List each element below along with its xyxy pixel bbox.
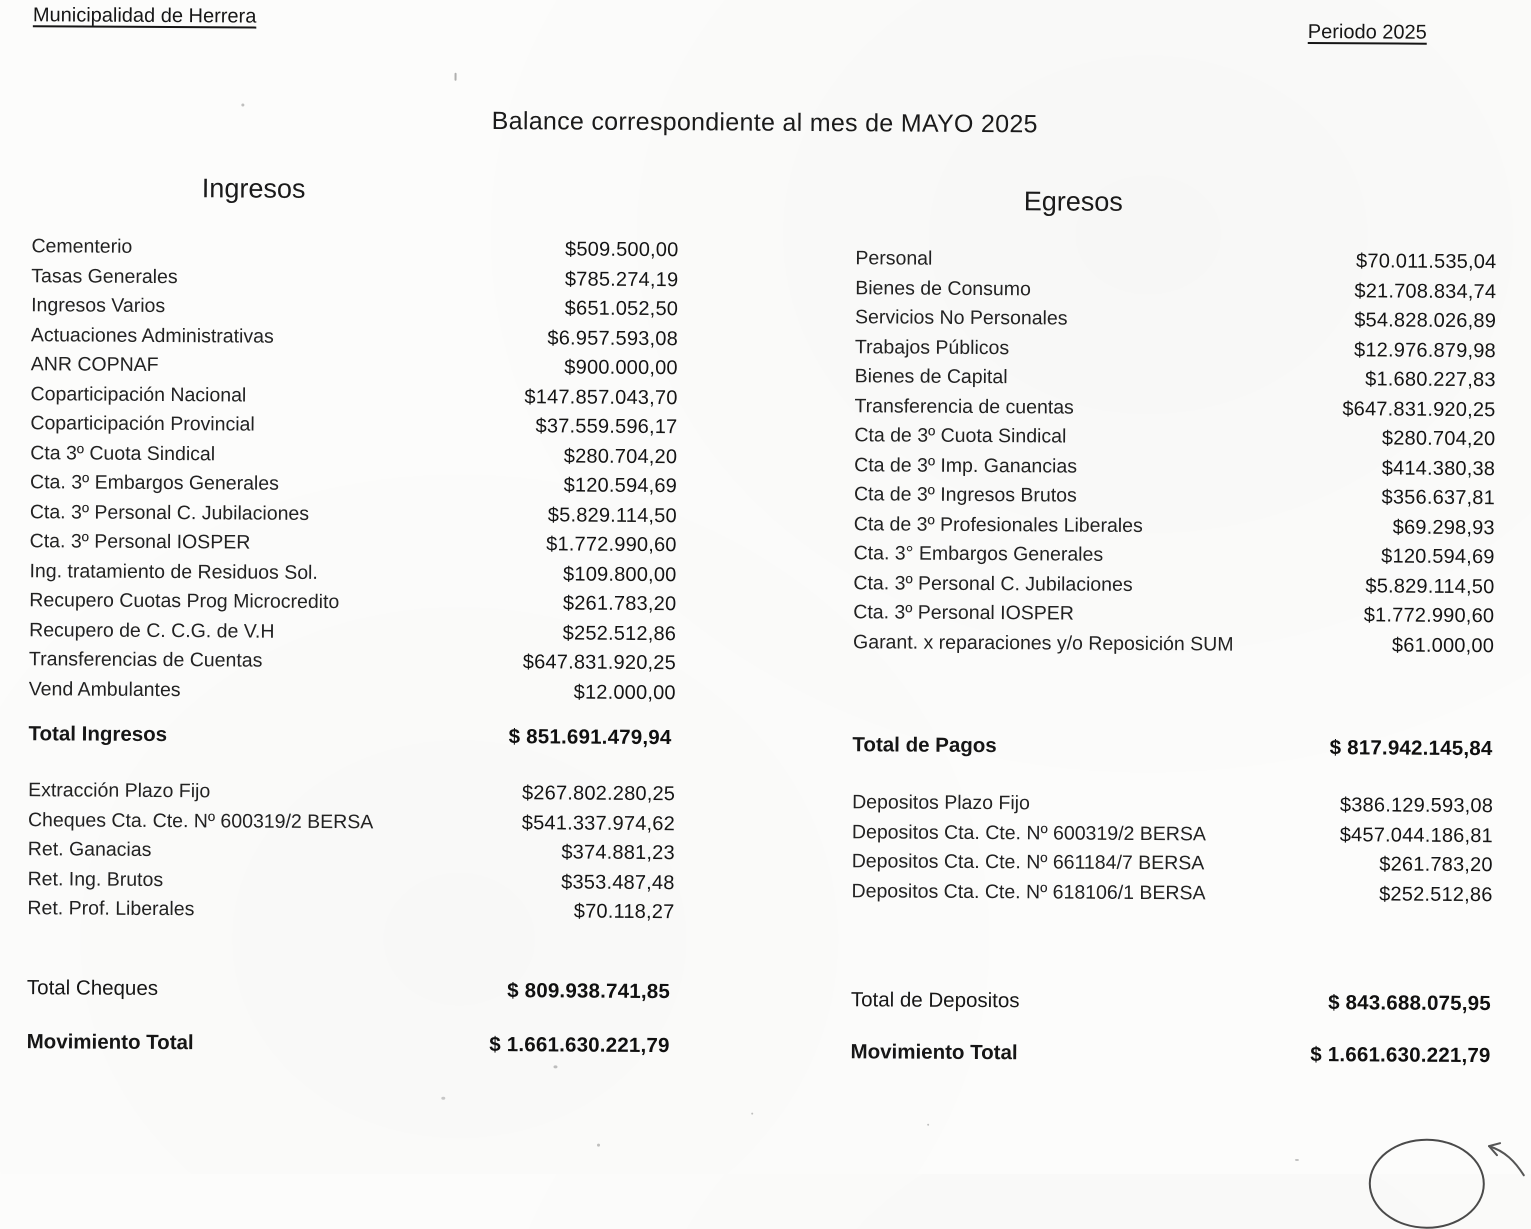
scan-speck [927, 1124, 929, 1126]
row-value: $12.976.879,98 [1353, 339, 1496, 362]
total-cheques-row [27, 976, 670, 1004]
row-value: $147.857.043,70 [524, 385, 678, 409]
period-label: Periodo 2025 [1307, 20, 1427, 44]
row-label: Cta de 3º Profesionales Liberales [853, 512, 1143, 537]
row-value: $1.680.227,83 [1365, 368, 1496, 392]
ledger-row [29, 675, 676, 708]
row-value: $120.594,69 [1381, 545, 1495, 569]
row-label: Ingresos Varios [31, 294, 166, 318]
egresos-column-heading: Egresos [1023, 186, 1123, 217]
ledger-row [30, 409, 677, 442]
row-value: $252.512,86 [1379, 883, 1493, 906]
row-label: Cta. 3º Personal C. Jubilaciones [29, 500, 310, 525]
ledger-row [31, 380, 678, 413]
ledger-row [855, 333, 1496, 366]
row-label: Depositos Cta. Cte. Nº 618106/1 BERSA [851, 879, 1206, 905]
total-label: Total Ingresos [28, 722, 168, 747]
row-label: Cta de 3º Cuota Sindical [854, 424, 1067, 448]
row-value: $647.831.920,25 [522, 651, 677, 675]
total-label: Movimiento Total [26, 1030, 194, 1055]
row-value: $651.052,50 [564, 297, 679, 321]
egresos-items-list [853, 244, 1497, 661]
ledger-row [854, 451, 1495, 484]
row-value: $280.704,20 [563, 445, 678, 468]
total-value: $ 1.661.630.221,79 [1310, 1043, 1491, 1068]
ledger-row [28, 865, 675, 898]
row-label: Recupero de C. C.G. de V.H [29, 618, 275, 643]
ledger-row [30, 498, 677, 531]
row-value: $61.000,00 [1391, 634, 1495, 657]
row-value: $261.783,20 [1379, 853, 1493, 877]
row-label: Cta. 3º Personal IOSPER [853, 601, 1074, 625]
row-value: $353.487,48 [561, 871, 675, 894]
organization-title: Municipalidad de Herrera [32, 4, 257, 28]
total-value: $ 817.942.145,84 [1329, 736, 1493, 761]
scan-speck [455, 73, 457, 81]
ledger-row [855, 274, 1496, 307]
row-label: Coparticipación Nacional [30, 382, 247, 407]
ledger-row [854, 421, 1495, 454]
ledger-row [29, 616, 676, 649]
row-label: Tasas Generales [31, 264, 178, 288]
ledger-row [852, 818, 1493, 851]
ledger-row [29, 586, 676, 619]
row-value: $6.957.593,08 [547, 327, 679, 350]
stamp-arc [1369, 1138, 1486, 1229]
row-value: $70.011.535,04 [1356, 250, 1497, 274]
ingresos-column-heading: Ingresos [201, 173, 306, 204]
row-label: ANR COPNAF [30, 353, 159, 377]
row-label: Vend Ambulantes [28, 677, 181, 701]
row-value: $457.044.186,81 [1339, 823, 1493, 847]
row-value: $541.337.974,62 [521, 811, 676, 835]
document-title: Balance correspondiente al mes de MAYO 2025 [491, 107, 1038, 139]
row-label: Garant. x reparaciones y/o Reposición SUM [853, 630, 1234, 656]
ledger-row [853, 628, 1494, 661]
ledger-row [855, 303, 1496, 336]
ledger-row [31, 291, 678, 324]
row-value: $647.831.920,25 [1342, 397, 1496, 421]
row-label: Ret. Ing. Brutos [27, 867, 164, 891]
ledger-row [855, 362, 1496, 395]
scan-speck [1295, 1159, 1299, 1161]
ledger-row [31, 350, 678, 383]
ingresos-bank-movements-list [27, 776, 675, 927]
row-value: $109.800,00 [563, 563, 677, 586]
row-label: Ret. Prof. Liberales [27, 897, 195, 921]
ledger-row [31, 232, 678, 265]
total-label: Total de Pagos [852, 733, 997, 758]
row-label: Bienes de Capital [854, 365, 1008, 389]
row-label: Cementerio [31, 235, 133, 259]
ledger-row [31, 262, 678, 295]
row-label: Cta de 3º Imp. Ganancias [854, 453, 1078, 478]
row-value: $21.708.834,74 [1354, 280, 1497, 303]
ingresos-items-list [29, 232, 679, 708]
ledger-row [855, 244, 1496, 277]
row-value: $69.298,93 [1392, 516, 1495, 539]
row-value: $54.828.026,89 [1354, 309, 1497, 333]
scan-speck [597, 1144, 600, 1147]
total-value: $ 809.938.741,85 [507, 979, 671, 1004]
row-value: $267.802.280,25 [521, 782, 676, 806]
row-value: $386.129.593,08 [1339, 794, 1494, 818]
ledger-row [30, 439, 677, 472]
row-value: $280.704,20 [1381, 427, 1496, 451]
row-label: Transferencias de Cuentas [28, 648, 263, 672]
row-value: $120.594,69 [563, 474, 678, 498]
ledger-row [852, 847, 1493, 880]
row-value: $1.772.990,60 [546, 533, 677, 557]
row-label: Extracción Plazo Fijo [28, 779, 211, 803]
ledger-row [851, 877, 1492, 910]
total-value: $ 1.661.630.221,79 [489, 1033, 670, 1058]
ledger-row [29, 557, 676, 590]
row-label: Actuaciones Administrativas [30, 323, 274, 348]
scan-speck [441, 1097, 445, 1100]
row-label: Servicios No Personales [855, 306, 1068, 330]
row-value: $785.274,19 [564, 268, 679, 291]
row-value: $252.512,86 [562, 622, 677, 645]
scan-speck [553, 1065, 557, 1068]
row-value: $414.380,38 [1381, 457, 1496, 480]
row-label: Personal [855, 247, 933, 270]
row-value: $5.829.114,50 [1365, 575, 1495, 598]
ledger-row [29, 645, 676, 678]
ledger-row [854, 510, 1495, 543]
row-value: $374.881,23 [561, 841, 675, 865]
row-value: $37.559.596,17 [535, 415, 678, 439]
row-value: $356.637,81 [1381, 486, 1496, 510]
ledger-row [852, 788, 1493, 821]
row-label: Trabajos Públicos [854, 335, 1010, 359]
row-value: $70.118,27 [573, 900, 675, 924]
row-label: Cta de 3º Ingresos Brutos [853, 483, 1077, 507]
pen-mark [1481, 1135, 1525, 1183]
ledger-row [853, 569, 1494, 602]
row-label: Bienes de Consumo [855, 276, 1031, 301]
row-value: $1.772.990,60 [1363, 604, 1495, 628]
total-pagos-row [852, 733, 1492, 761]
ledger-row [854, 392, 1495, 425]
total-label: Total Cheques [26, 976, 159, 1000]
row-label: Cheques Cta. Cte. Nº 600319/2 BERSA [27, 808, 374, 834]
total-depositos-row [851, 988, 1491, 1016]
row-label: Cta. 3º Embargos Generales [29, 471, 279, 495]
ledger-row [28, 776, 675, 809]
movimiento-total-right-row [851, 1040, 1491, 1068]
ledger-row [30, 527, 677, 560]
movimiento-total-left-row [27, 1030, 670, 1058]
row-value: $261.783,20 [562, 592, 677, 616]
ledger-row [30, 468, 677, 501]
row-label: Cta 3º Cuota Sindical [30, 441, 216, 466]
row-label: Depositos Plazo Fijo [852, 791, 1030, 815]
ledger-row [31, 321, 678, 354]
total-value: $ 843.688.075,95 [1328, 991, 1491, 1016]
row-label: Cta. 3° Embargos Generales [853, 542, 1104, 566]
total-ingresos-row [28, 722, 671, 750]
row-label: Transferencia de cuentas [854, 394, 1074, 419]
total-label: Movimiento Total [850, 1040, 1018, 1065]
ledger-row [27, 894, 674, 927]
ledger-row [853, 598, 1494, 631]
total-value: $ 851.691.479,94 [508, 725, 672, 750]
row-value: $509.500,00 [564, 238, 679, 262]
row-label: Recupero Cuotas Prog Microcredito [29, 589, 340, 614]
egresos-bank-movements-list [851, 788, 1493, 910]
total-label: Total de Depositos [850, 988, 1020, 1013]
ledger-row [28, 806, 675, 839]
row-value: $5.829.114,50 [547, 504, 677, 527]
row-label: Ret. Ganacias [27, 838, 152, 862]
ledger-row [854, 480, 1495, 513]
row-label: Coparticipación Provincial [30, 412, 255, 436]
ledger-row [854, 539, 1495, 572]
row-value: $12.000,00 [573, 681, 676, 704]
row-label: Cta. 3º Personal C. Jubilaciones [853, 571, 1133, 596]
row-label: Cta. 3º Personal IOSPER [29, 530, 251, 554]
scan-speck [751, 1113, 753, 1115]
scan-speck [241, 103, 244, 106]
row-label: Depositos Cta. Cte. Nº 661184/7 BERSA [851, 850, 1205, 875]
row-value: $900.000,00 [564, 356, 678, 380]
row-label: Depositos Cta. Cte. Nº 600319/2 BERSA [851, 820, 1206, 846]
ledger-row [28, 835, 675, 868]
row-label: Ing. tratamiento de Residuos Sol. [29, 559, 318, 584]
